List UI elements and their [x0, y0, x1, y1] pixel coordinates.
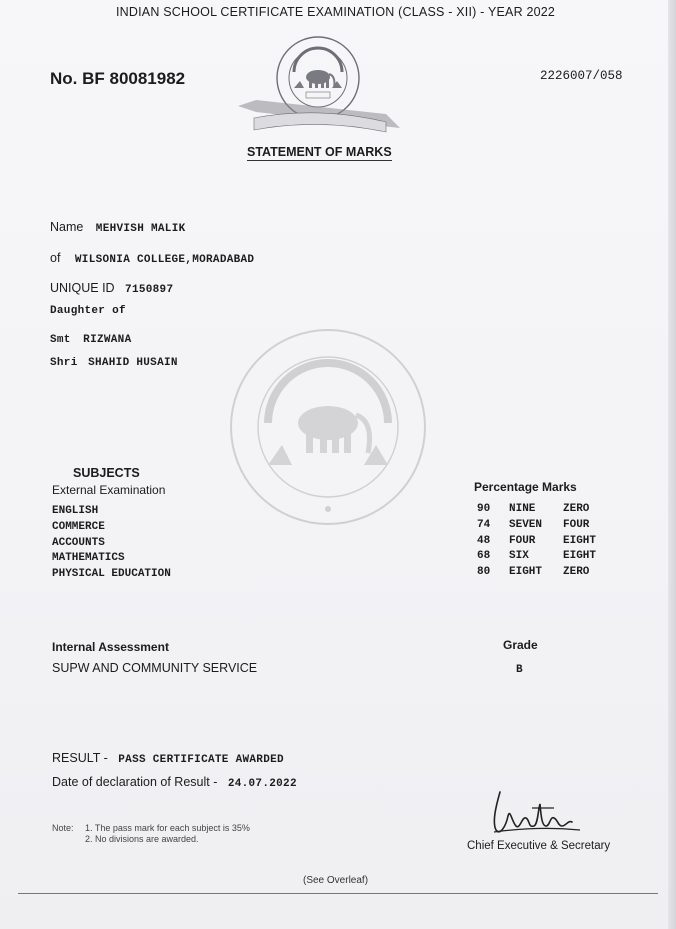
marks-word-units: EIGHT	[563, 534, 597, 547]
subject-list	[52, 505, 171, 584]
signatory-title: Chief Executive & Secretary	[467, 840, 611, 852]
marks-number: 80	[477, 566, 491, 579]
subject-name: ENGLISH	[52, 505, 99, 517]
result-row	[52, 749, 284, 767]
internal-assessment-heading: Internal Assessment	[52, 640, 169, 654]
mother-row	[50, 329, 131, 347]
note-divisions: 2. No divisions are awarded.	[85, 834, 199, 844]
marks-word-tens: EIGHT	[509, 566, 543, 579]
marks-word-units: ZERO	[563, 503, 590, 515]
subject-name: PHYSICAL EDUCATION	[52, 568, 171, 581]
unique-id-label: UNIQUE ID	[50, 281, 115, 295]
marks-word-units: EIGHT	[563, 550, 597, 563]
unique-id-row	[50, 279, 173, 297]
result-label: RESULT -	[52, 751, 108, 765]
father-row	[50, 352, 178, 370]
father-name: SHAHID HUSAIN	[88, 357, 178, 369]
external-exam-label: External Examination	[52, 483, 166, 497]
exam-title: INDIAN SCHOOL CERTIFICATE EXAMINATION (CLASS - XII) - YEAR 2022	[116, 5, 556, 19]
marks-list	[477, 503, 617, 582]
signature-image	[488, 786, 588, 838]
father-label: Shri	[50, 357, 78, 369]
of-label: of	[50, 251, 61, 265]
marks-row	[477, 566, 617, 582]
subjects-heading: SUBJECTS	[73, 466, 140, 480]
council-emblem-logo	[236, 36, 404, 140]
page-edge	[668, 0, 676, 929]
note-pass-mark: 1. The pass mark for each subject is 35%	[85, 823, 250, 833]
internal-subject: SUPW AND COMMUNITY SERVICE	[52, 661, 258, 675]
mother-name: RIZWANA	[83, 334, 132, 346]
marks-row	[477, 519, 617, 535]
mother-label: Smt	[50, 334, 71, 346]
marks-number: 74	[477, 518, 491, 531]
marks-row	[477, 550, 617, 566]
marks-row	[477, 503, 617, 519]
marks-word-tens: SIX	[509, 550, 529, 563]
candidate-name: MEHVISH MALIK	[95, 223, 186, 235]
marks-word-units: ZERO	[563, 566, 590, 579]
see-overleaf-text: (See Overleaf)	[303, 875, 369, 886]
subject-name: MATHEMATICS	[52, 552, 125, 565]
marks-word-tens: SEVEN	[509, 518, 543, 531]
bottom-rule	[18, 893, 658, 894]
institution-name: WILSONIA COLLEGE,MORADABAD	[74, 254, 255, 266]
percentage-marks-heading: Percentage Marks	[474, 480, 577, 494]
marks-number: 68	[477, 550, 491, 563]
marks-number: 48	[477, 534, 491, 547]
certificate-number: No. BF 80081982	[50, 69, 186, 88]
note-label: Note:	[52, 823, 74, 833]
marks-row	[477, 535, 617, 551]
subject-name: ACCOUNTS	[52, 536, 105, 549]
council-watermark-seal	[228, 327, 428, 527]
marks-word-units: FOUR	[563, 518, 590, 531]
grade-heading: Grade	[503, 638, 538, 652]
serial-number: 2226007/058	[540, 69, 623, 83]
marks-number: 90	[477, 503, 491, 515]
subject-name: COMMERCE	[52, 520, 105, 533]
name-row	[50, 218, 186, 236]
result-value: PASS CERTIFICATE AWARDED	[118, 754, 284, 766]
institution-row	[50, 249, 254, 267]
declaration-date-row	[52, 773, 297, 791]
grade-value: B	[516, 664, 523, 676]
declaration-date-label: Date of declaration of Result -	[52, 775, 218, 789]
declaration-date-value: 24.07.2022	[227, 778, 297, 790]
marks-word-tens: FOUR	[509, 534, 536, 547]
relation-label: Daughter of	[50, 305, 126, 317]
marks-word-tens: NINE	[509, 503, 536, 515]
name-label: Name	[50, 220, 84, 234]
statement-title: STATEMENT OF MARKS	[247, 145, 392, 159]
unique-id-value: 7150897	[125, 284, 174, 296]
